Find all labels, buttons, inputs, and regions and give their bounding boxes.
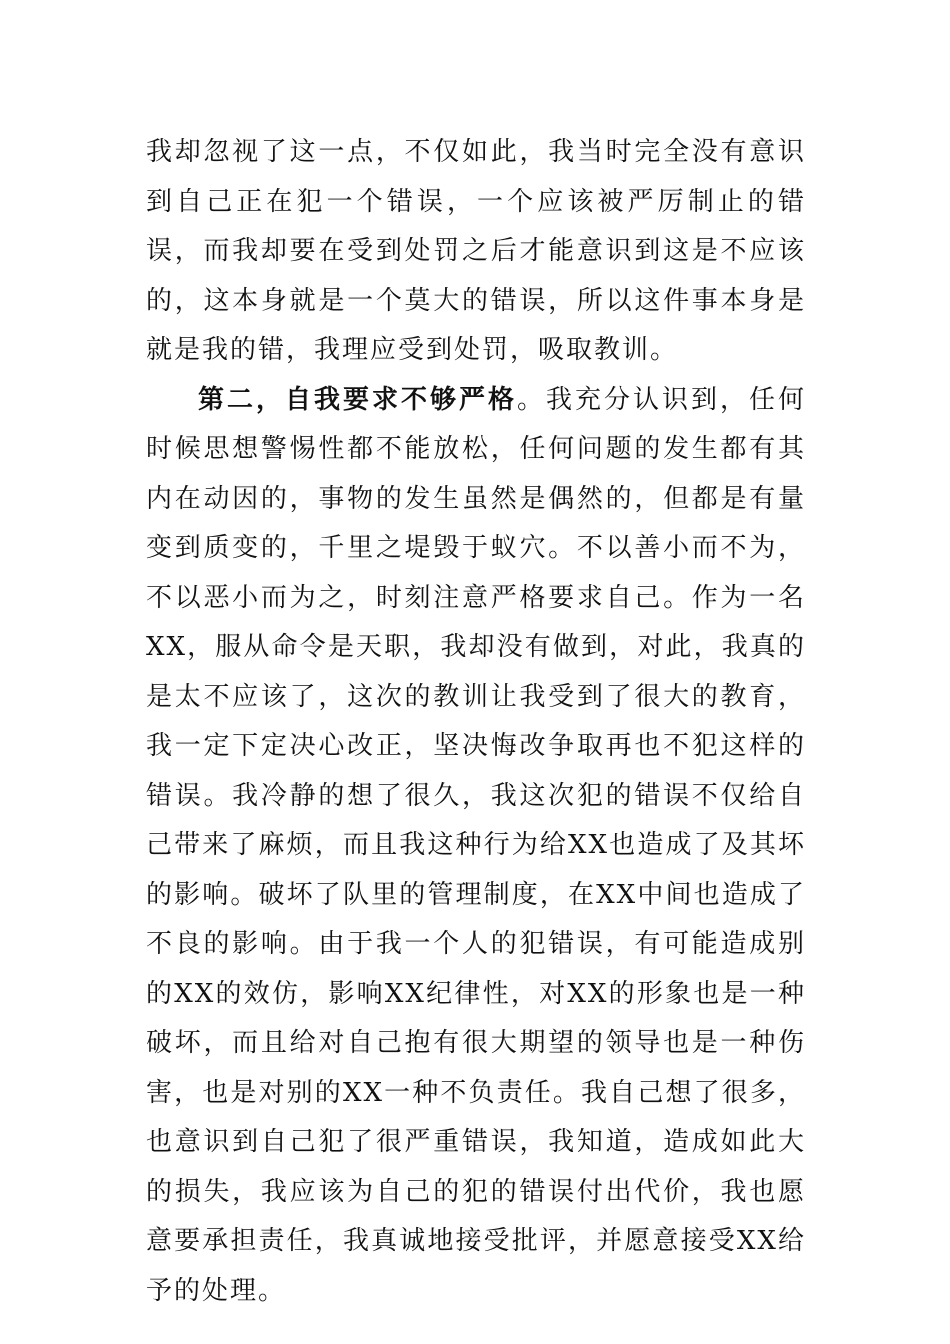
paragraph-body: 。我充分认识到，任何时候思想警惕性都不能放松，任何问题的发生都有其内在动因的，事物的发生虽然是偶然的，但都是有量变到质变的，千里之堤毁于蚁穴。不以善小而不为，不以恶小而为之，时刻注意严格要求自己。作为一名XX，服从命令是天职，我却没有做到，对此，我真的是太不应该了，这次的教训让我受到了很大的教育，我一定下定决心改正，坚决悔改争取再也不犯这样的错误。我冷静的想了很久，我这次犯的错误不仅给自己带来了麻烦，而且我这种行为给XX也造成了及其坏的影响。破坏了队里的管理制度，在XX中间也造成了不良的影响。由于我一个人的犯错误，有可能造成别的XX的效仿，影响XX纪律性，对XX的形象也是一种破坏，而且给对自己抱有很大期望的领导也是一种伤害，也是对别的XX一种不负责任。我自己想了很多，也意识到自己犯了很严重错误，我知道，造成如此大的损失，我应该为自己的犯的错误付出代价，我也愿意要承担责任，我真诚地接受批评，并愿意接受XX给予的处理。 bbox=[146, 384, 806, 1306]
document-body bbox=[146, 128, 806, 1316]
paragraph-heading: 第二，自我要求不够严格 bbox=[198, 384, 517, 415]
paragraph-continuation: 我却忽视了这一点，不仅如此，我当时完全没有意识到自己正在犯一个错误，一个应该被严厉制止的错误，而我却要在受到处罚之后才能意识到这是不应该的，这本身就是一个莫大的错误，所以这件事本身是就是我的错，我理应受到处罚，吸取教训。 bbox=[146, 137, 806, 365]
paragraph-second-point bbox=[146, 376, 806, 1317]
